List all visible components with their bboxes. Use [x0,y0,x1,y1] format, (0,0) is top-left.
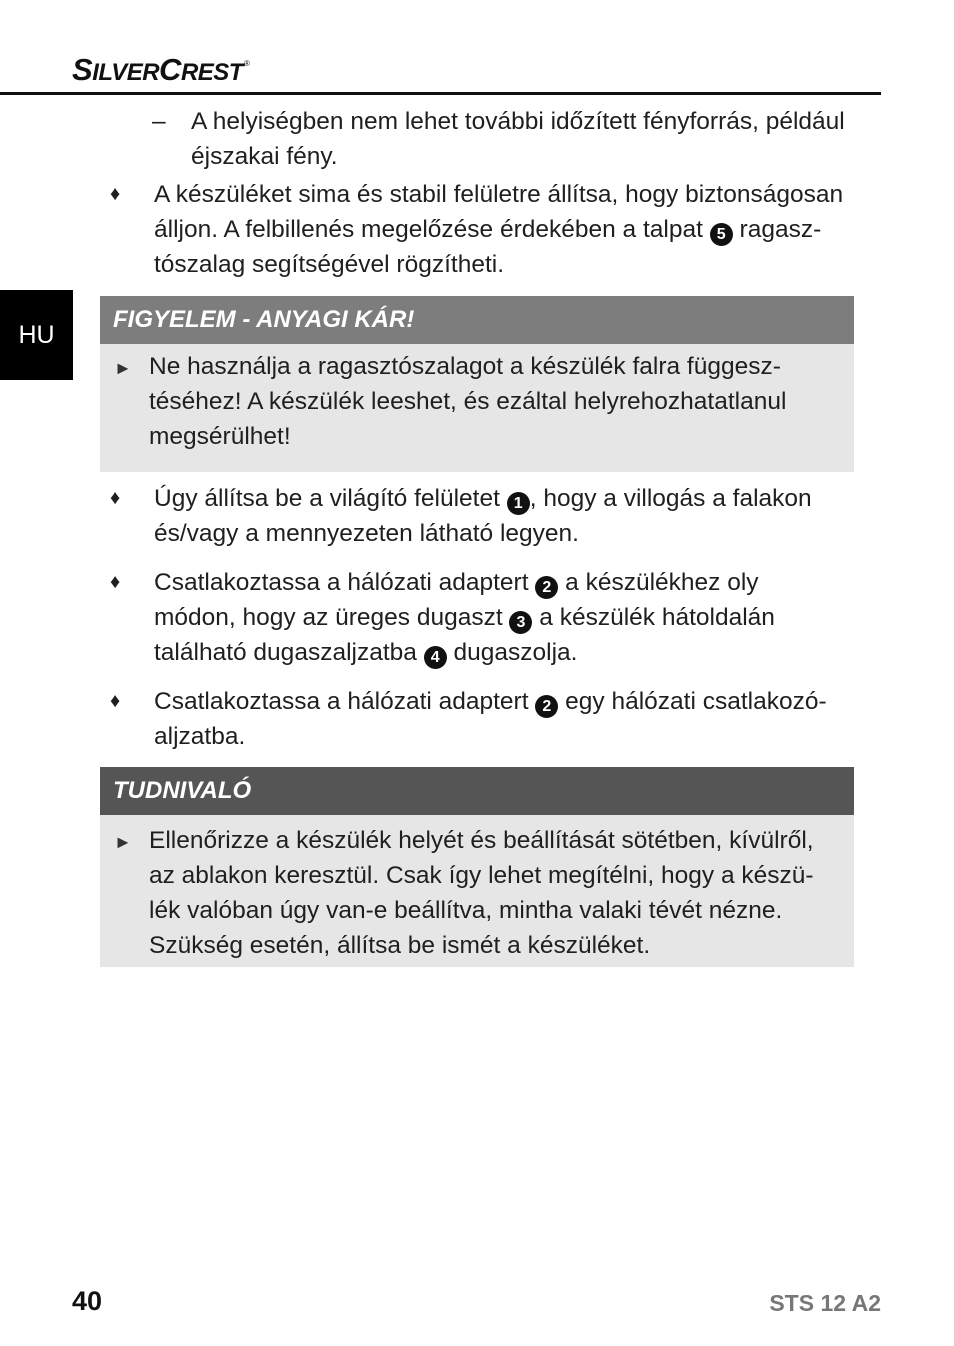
bullet-2-line-2: és/vagy a mennyezeten látható legyen. [154,520,579,547]
warning-box [100,296,854,472]
warning-line: megsérülhet! [149,423,291,450]
page-number: 40 [72,1286,103,1316]
diamond-bullet-icon: ♦ [110,690,121,712]
bullet-4-line-2: aljzatba. [154,723,246,750]
model-number: STS 12 A2 [769,1290,881,1316]
ref-number-2-icon: 2 [535,576,558,599]
bullet-1-line-2: álljon. A felbillenés megelőzése érdekében a talpat 5 ragasz- [154,212,854,247]
ref-number-3-icon: 3 [509,611,532,634]
bullet-3-line-1: Csatlakoztassa a hálózati adaptert 2 a készülékhez oly [154,565,854,600]
diamond-bullet-icon: ♦ [110,183,121,205]
ref-number-2-icon: 2 [535,695,558,718]
note-line: az ablakon keresztül. Csak így lehet megítélni, hogy a készü- [149,862,814,889]
note-box [100,767,854,967]
note-line: Szükség esetén, állítsa be ismét a készüléket. [149,932,651,959]
diamond-bullet-icon: ♦ [110,571,121,593]
arrow-bullet-icon: ► [114,832,132,852]
header-divider [0,92,881,95]
ref-number-4-icon: 4 [424,646,447,669]
warning-title: FIGYELEM - ANYAGI KÁR! [100,296,854,344]
note-line: lék valóban úgy van-e beállítva, mintha valaki tévét nézne. [149,897,783,924]
arrow-bullet-icon: ► [114,358,132,378]
dash-marker: – [152,108,166,135]
bullet-2-line-1: Úgy állítsa be a világító felületet 1 , hogy a villogás a falakon [154,481,854,516]
brand-logo: SILVERCREST® [72,52,250,87]
bullet-1-line-1: A készüléket sima és stabil felületre állítsa, hogy biztonságosan [154,181,844,208]
language-tab: HU [0,290,73,380]
warning-line: Ne használja a ragasztószalagot a készülék falra függesz- [149,353,781,380]
note-title: TUDNIVALÓ [100,767,854,815]
ref-number-5-icon: 5 [710,223,733,246]
bullet-4-line-1: Csatlakoztassa a hálózati adaptert 2 egy hálózati csatlakozó- [154,684,854,719]
bullet-1-line-3: tószalag segítségével rögzítheti. [154,251,505,278]
diamond-bullet-icon: ♦ [110,487,121,509]
warning-line: téséhez! A készülék leeshet, és ezáltal helyrehozhatatlanul [149,388,787,415]
note-line: Ellenőrizze a készülék helyét és beállítását sötétben, kívülről, [149,827,814,854]
ref-number-1-icon: 1 [507,492,530,515]
dash-item-text: A helyiségben nem lehet további időzített fényforrás, például éjszakai fény. [191,108,845,170]
bullet-3-line-3: található dugaszaljzatba 4 dugaszolja. [154,635,854,670]
bullet-3-line-2: módon, hogy az üreges dugaszt 3 a készülék hátoldalán [154,600,854,635]
